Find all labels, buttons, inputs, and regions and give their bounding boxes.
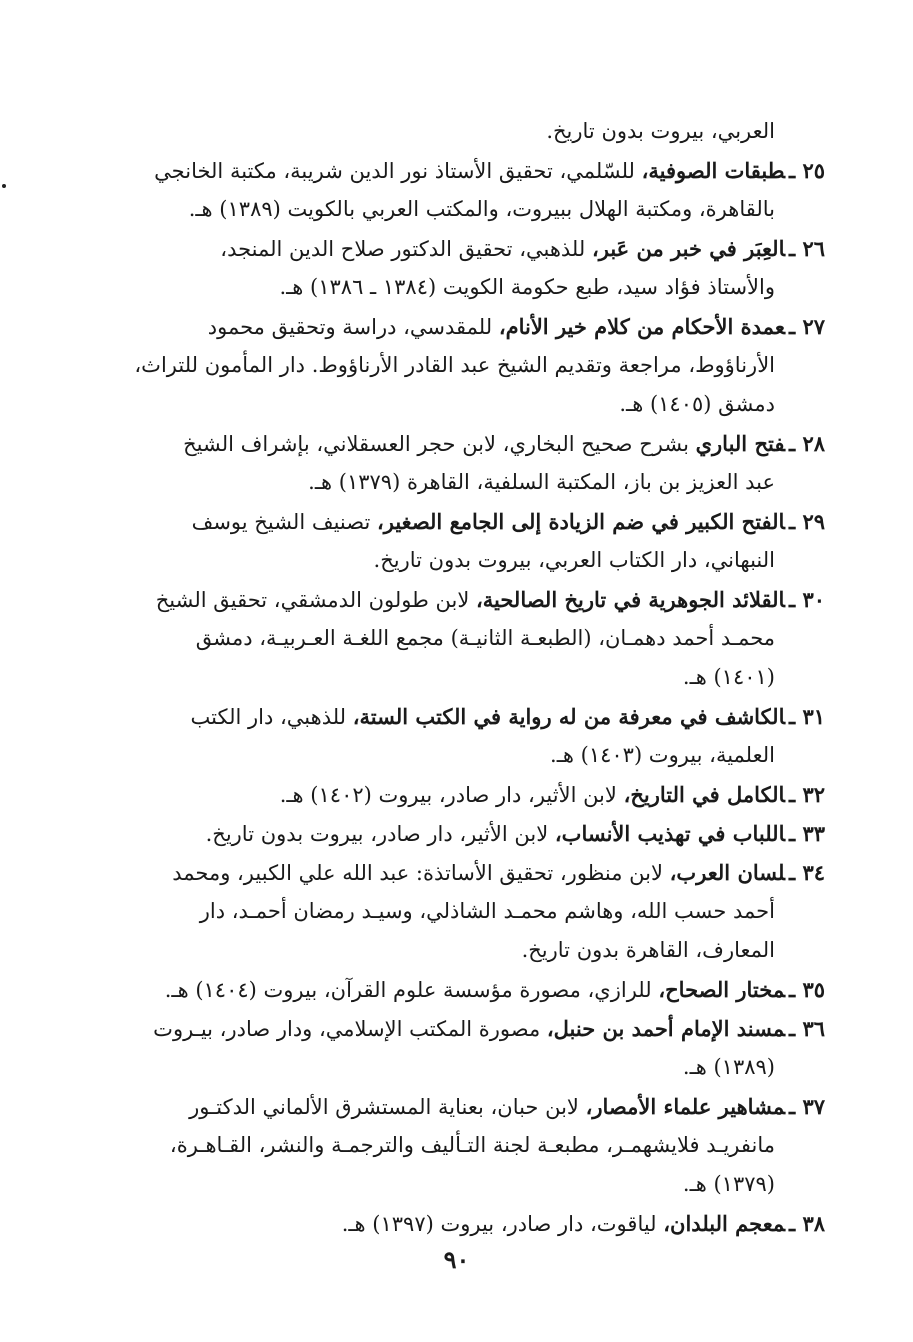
- bibliography-entry: [102, 853, 825, 970]
- bibliography-entry: [102, 970, 825, 1009]
- entry-number: ٣٨ ـ: [788, 1211, 825, 1236]
- entry-text: لابن حبان، بعناية المستشرق الألماني الدكتـور: [189, 1095, 586, 1119]
- entry-number: ٣٧ ـ: [788, 1094, 825, 1119]
- entry-text: بشرح صحيح البخاري، لابن حجر العسقلاني، بإشراف الشيخ: [183, 432, 696, 456]
- bibliography-entry: [102, 580, 825, 697]
- entry-number: ٢٨ ـ: [788, 431, 825, 456]
- entry-number: ٢٩ ـ: [788, 509, 825, 534]
- entry-number: ٢٧ ـ: [788, 314, 825, 339]
- entry-text: لابن الأثير، دار صادر، بيروت بدون تاريخ.: [205, 822, 555, 846]
- entry-continuation-line: الأرناؤوط، مراجعة وتقديم الشيخ عبد القادر الأرناؤوط. دار المأمون للتراث،: [134, 353, 775, 377]
- entry-text: تصنيف الشيخ يوسف: [191, 510, 377, 534]
- bibliography-entry: [102, 502, 825, 580]
- entry-first-line: [102, 307, 825, 346]
- entry-continuation-line: (١٣٧٩) هـ.: [682, 1172, 775, 1196]
- entry-title: مسند الإمام أحمد بن حنبل،: [546, 1016, 785, 1041]
- entry-first-line: [102, 151, 825, 190]
- bibliography-entry: [102, 775, 825, 814]
- entry-first-line: [102, 697, 825, 736]
- entry-title: معجم البلدان،: [663, 1211, 785, 1236]
- bibliography-entry: [102, 1204, 825, 1243]
- entry-number: ٣٣ ـ: [788, 821, 825, 846]
- entry-number: ٣١ ـ: [788, 704, 825, 729]
- entry-title: فتح الباري: [695, 431, 785, 456]
- page-number: ٩٠: [443, 1245, 470, 1274]
- entry-continuation-line: المعارف، القاهرة بدون تاريخ.: [521, 938, 775, 962]
- entry-number: ٣٠ ـ: [788, 587, 825, 612]
- entry-text: للذهبي، تحقيق الدكتور صلاح الدين المنجد،: [220, 237, 592, 261]
- bibliography-entry: [102, 697, 825, 775]
- entry-first-line: [102, 424, 825, 463]
- entry-first-line: [102, 1087, 825, 1126]
- entry-title: الكامل في التاريخ،: [623, 782, 785, 807]
- entry-text: لابن الأثير، دار صادر، بيروت (١٤٠٢) هـ.: [279, 783, 624, 807]
- bibliography-entry: [102, 1009, 825, 1087]
- entry-title: طبقات الصوفية،: [641, 158, 785, 183]
- entry-number: ٣٦ ـ: [788, 1016, 825, 1041]
- entry-continuation-line: بالقاهرة، ومكتبة الهلال ببيروت، والمكتب العربي بالكويت (١٣٨٩) هـ.: [188, 197, 775, 221]
- entry-title: عمدة الأحكام من كلام خير الأنام،: [498, 314, 785, 339]
- bibliography-list: [102, 151, 825, 1243]
- entry-continuation-line: عبد العزيز بن باز، المكتبة السلفية، القاهرة (١٣٧٩) هـ.: [308, 470, 775, 494]
- bibliography-entry: [102, 814, 825, 853]
- entry-first-line: [102, 775, 825, 814]
- entry-number: ٣٢ ـ: [788, 782, 825, 807]
- entry-continuation-line: دمشق (١٤٠٥) هـ.: [619, 392, 775, 416]
- entry-text: لابن منظور، تحقيق الأساتذة: عبد الله علي الكبير، ومحمد: [172, 861, 670, 885]
- entry-number: ٢٥ ـ: [788, 158, 825, 183]
- entry-number: ٣٤ ـ: [788, 860, 825, 885]
- entry-continuation-line: محمـد أحمد دهمـان، (الطبعـة الثانيـة) مجمع اللغـة العـربيـة، دمشق: [195, 626, 775, 650]
- entry-text: للذهبي، دار الكتب: [190, 705, 353, 729]
- entry-title: القلائد الجوهرية في تاريخ الصالحية،: [476, 587, 785, 612]
- entry-continuation-line: والأستاذ فؤاد سيد، طبع حكومة الكويت (١٣٨٤ ـ ١٣٨٦) هـ.: [279, 275, 775, 299]
- continued-line: العربي، بيروت بدون تاريخ.: [546, 119, 775, 143]
- entry-text: مصورة المكتب الإسلامي، ودار صادر، بيـروت: [153, 1017, 547, 1041]
- entry-title: العِبَر في خبر من عَبر،: [591, 236, 785, 261]
- entry-first-line: [102, 1204, 825, 1243]
- entry-first-line: [102, 970, 825, 1009]
- entry-title: الكاشف في معرفة من له رواية في الكتب الستة،: [352, 704, 785, 729]
- entry-continuation-line: أحمد حسب الله، وهاشم محمـد الشاذلي، وسيـد رمضان أحمـد، دار: [199, 899, 775, 923]
- bibliography-entry: [102, 229, 825, 307]
- bibliography-entry: [102, 307, 825, 424]
- entry-text: للرازي، مصورة مؤسسة علوم القرآن، بيروت (١٤٠٤) هـ.: [164, 978, 659, 1002]
- stray-ink-dot: [2, 184, 6, 188]
- entry-first-line: [102, 814, 825, 853]
- entry-text: للمقدسي، دراسة وتحقيق محمود: [207, 315, 499, 339]
- entry-number: ٣٥ ـ: [788, 977, 825, 1002]
- entry-first-line: [102, 229, 825, 268]
- entry-continuation-line: مانفريـد فلايشهمـر، مطبعـة لجنة التـأليف والترجمـة والنشر، القـاهـرة،: [169, 1133, 775, 1157]
- bibliography-entry: [102, 151, 825, 229]
- entry-text: لياقوت، دار صادر، بيروت (١٣٩٧) هـ.: [341, 1212, 664, 1236]
- entry-title: مشاهير علماء الأمصار،: [585, 1094, 785, 1119]
- entry-continuation-line: العلمية، بيروت (١٤٠٣) هـ.: [550, 743, 775, 767]
- entry-first-line: [102, 853, 825, 892]
- entry-text: لابن طولون الدمشقي، تحقيق الشيخ: [155, 588, 476, 612]
- entry-title: اللباب في تهذيب الأنساب،: [554, 821, 785, 846]
- entry-first-line: [102, 580, 825, 619]
- entry-continuation-line: (١٤٠١) هـ.: [682, 665, 775, 689]
- entry-title: مختار الصحاح،: [658, 977, 785, 1002]
- entry-title: الفتح الكبير في ضم الزيادة إلى الجامع الصغير،: [376, 509, 785, 534]
- entry-first-line: [102, 1009, 825, 1048]
- entry-continuation-line: (١٣٨٩) هـ.: [682, 1055, 775, 1079]
- entry-title: لسان العرب،: [669, 860, 785, 885]
- bibliography-entry: [102, 424, 825, 502]
- entry-text: للسّلمي، تحقيق الأستاذ نور الدين شريبة، مكتبة الخانجي: [154, 159, 642, 183]
- bibliography-page: [102, 112, 825, 1243]
- entry-first-line: [102, 502, 825, 541]
- entry-continuation-line: النبهاني، دار الكتاب العربي، بيروت بدون تاريخ.: [373, 548, 775, 572]
- bibliography-entry: [102, 1087, 825, 1204]
- entry-number: ٢٦ ـ: [788, 236, 825, 261]
